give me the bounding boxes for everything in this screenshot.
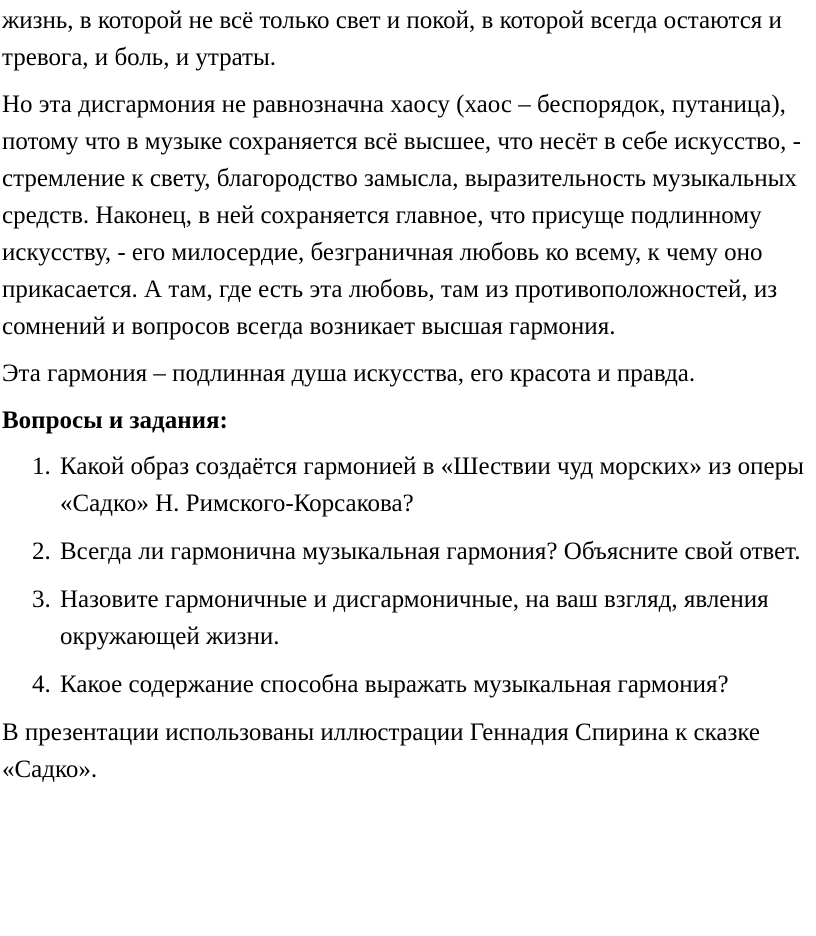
paragraph-disharmony: Но эта дисгармония не равнозначна хаосу (хаос – беспорядок, путаница), потому что в музыке сохраняется всё высшее, что несёт в себе искусство, - стремление к свету, благородство замысла, выразительность музыкальных средств. Наконец, в ней сохраняется главное, что присуще подлинному искусству, - его милосердие, безграничная любовь ко всему, к чему оно прикасается. А там, где есть эта любовь, там из противоположностей, из сомнений и вопросов всегда возникает высшая гармония. — [2, 91, 801, 340]
question-number: 4. — [32, 671, 51, 698]
question-text: Назовите гармоничные и дисгармоничные, на ваш взгляд, явления окружающей жизни. — [60, 586, 769, 650]
paragraph-harmony-soul: Эта гармония – подлинная душа искусства, его красота и правда. — [2, 360, 696, 387]
questions-list — [2, 448, 816, 703]
illustration-credits: В презентации использованы иллюстрации Геннадия Спирина к сказке «Садко». — [2, 719, 760, 783]
document-page — [0, 2, 816, 936]
question-item — [2, 533, 816, 570]
question-item — [2, 581, 816, 655]
question-text: Какой образ создаётся гармонией в «Шествии чуд морских» из оперы «Садко» Н. Римского-Корсакова? — [60, 453, 804, 517]
question-number: 2. — [32, 538, 51, 565]
question-item — [2, 448, 816, 522]
question-item — [2, 666, 816, 703]
question-text: Всегда ли гармонична музыкальная гармония? Объясните свой ответ. — [60, 538, 801, 565]
question-number: 1. — [32, 453, 51, 480]
questions-heading: Вопросы и задания: — [2, 407, 228, 434]
question-number: 3. — [32, 586, 51, 613]
question-text: Какое содержание способна выражать музыкальная гармония? — [60, 671, 729, 698]
paragraph-life: жизнь, в которой не всё только свет и покой, в которой всегда остаются и тревога, и боль, и утраты. — [2, 7, 782, 71]
